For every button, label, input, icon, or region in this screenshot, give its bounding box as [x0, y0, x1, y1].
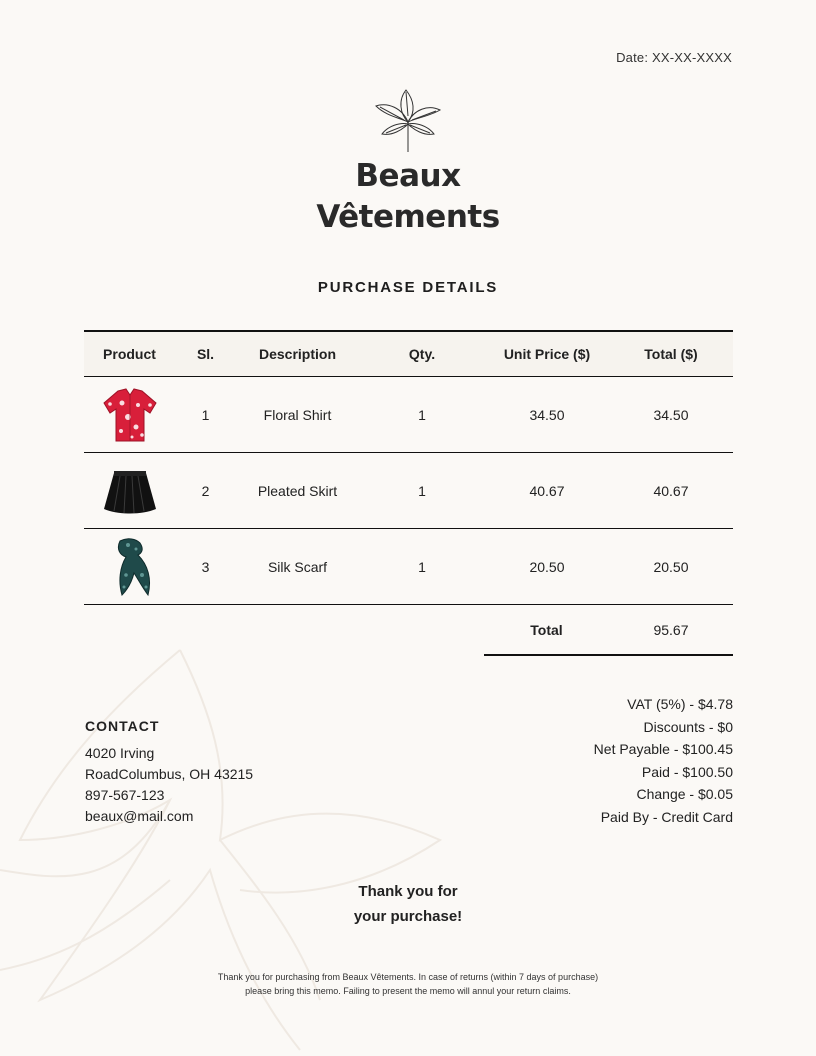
- total-value: 95.67: [653, 622, 689, 638]
- brand-name: [0, 156, 816, 238]
- net-payable-line: Net Payable - $100.45: [593, 741, 733, 757]
- contact-email: beaux@mail.com: [85, 808, 194, 824]
- unit-price-cell: 40.67: [485, 453, 609, 529]
- total-cell: 20.50: [609, 529, 733, 605]
- vat-line: VAT (5%) - $4.78: [627, 696, 733, 712]
- purchase-table: [84, 330, 733, 605]
- payment-summary: [594, 693, 733, 828]
- table-row: [84, 453, 733, 529]
- leaf-logo-icon: [372, 86, 444, 156]
- brand-line-2: Vêtements: [316, 199, 500, 235]
- column-header: Description: [236, 331, 359, 377]
- table-row: [84, 377, 733, 453]
- product-cell: [84, 529, 175, 605]
- paid-by-line: Paid By - Credit Card: [600, 808, 733, 825]
- sl-cell: 1: [175, 377, 236, 453]
- contact-title: CONTACT: [85, 718, 160, 734]
- thank-you-line-2: your purchase!: [353, 908, 463, 925]
- contact-address-line: RoadColumbus, OH 43215: [85, 766, 254, 782]
- total-label: Total: [530, 622, 563, 638]
- table-header-row: [84, 331, 733, 377]
- contact-address-line: 4020 Irving: [85, 745, 155, 761]
- qty-cell: 1: [359, 453, 485, 529]
- qty-cell: 1: [359, 529, 485, 605]
- thank-you-message: [0, 879, 816, 929]
- column-header: Product: [84, 331, 175, 377]
- table-row: [84, 529, 733, 605]
- paid-line: Paid - $100.50: [641, 763, 733, 780]
- grand-total-row: [484, 606, 733, 656]
- floral-shirt-icon: [98, 383, 162, 447]
- section-title: PURCHASE DETAILS: [317, 279, 499, 296]
- sl-cell: 2: [175, 453, 236, 529]
- brand-line-1: Beaux: [355, 158, 461, 194]
- description-cell: Pleated Skirt: [236, 453, 359, 529]
- change-line: Change - $0.05: [636, 786, 733, 802]
- pleated-skirt-icon: [98, 459, 162, 523]
- footnote-line-1: Thank you for purchasing from Beaux Vêtements. In case of returns (within 7 days of purchase): [217, 972, 599, 982]
- column-header: Total ($): [609, 331, 733, 377]
- product-cell: [84, 453, 175, 529]
- description-cell: Silk Scarf: [236, 529, 359, 605]
- footnote-line-2: please bring this memo. Failing to present the memo will annul your return claims.: [245, 986, 571, 996]
- contact-phone: 897-567-123: [85, 787, 165, 803]
- column-header: Sl.: [175, 331, 236, 377]
- discounts-line: Discounts - $0: [643, 718, 733, 735]
- total-cell: 40.67: [609, 453, 733, 529]
- column-header: Qty.: [359, 331, 485, 377]
- thank-you-line-1: Thank you for: [358, 883, 458, 900]
- unit-price-cell: 34.50: [485, 377, 609, 453]
- column-header: Unit Price ($): [485, 331, 609, 377]
- total-cell: 34.50: [609, 377, 733, 453]
- product-cell: [84, 377, 175, 453]
- invoice-date: Date: XX-XX-XXXX: [616, 50, 732, 65]
- silk-scarf-icon: [98, 535, 162, 599]
- description-cell: Floral Shirt: [236, 377, 359, 453]
- unit-price-cell: 20.50: [485, 529, 609, 605]
- sl-cell: 3: [175, 529, 236, 605]
- contact-details: [85, 743, 253, 827]
- return-policy-note: [0, 970, 816, 998]
- qty-cell: 1: [359, 377, 485, 453]
